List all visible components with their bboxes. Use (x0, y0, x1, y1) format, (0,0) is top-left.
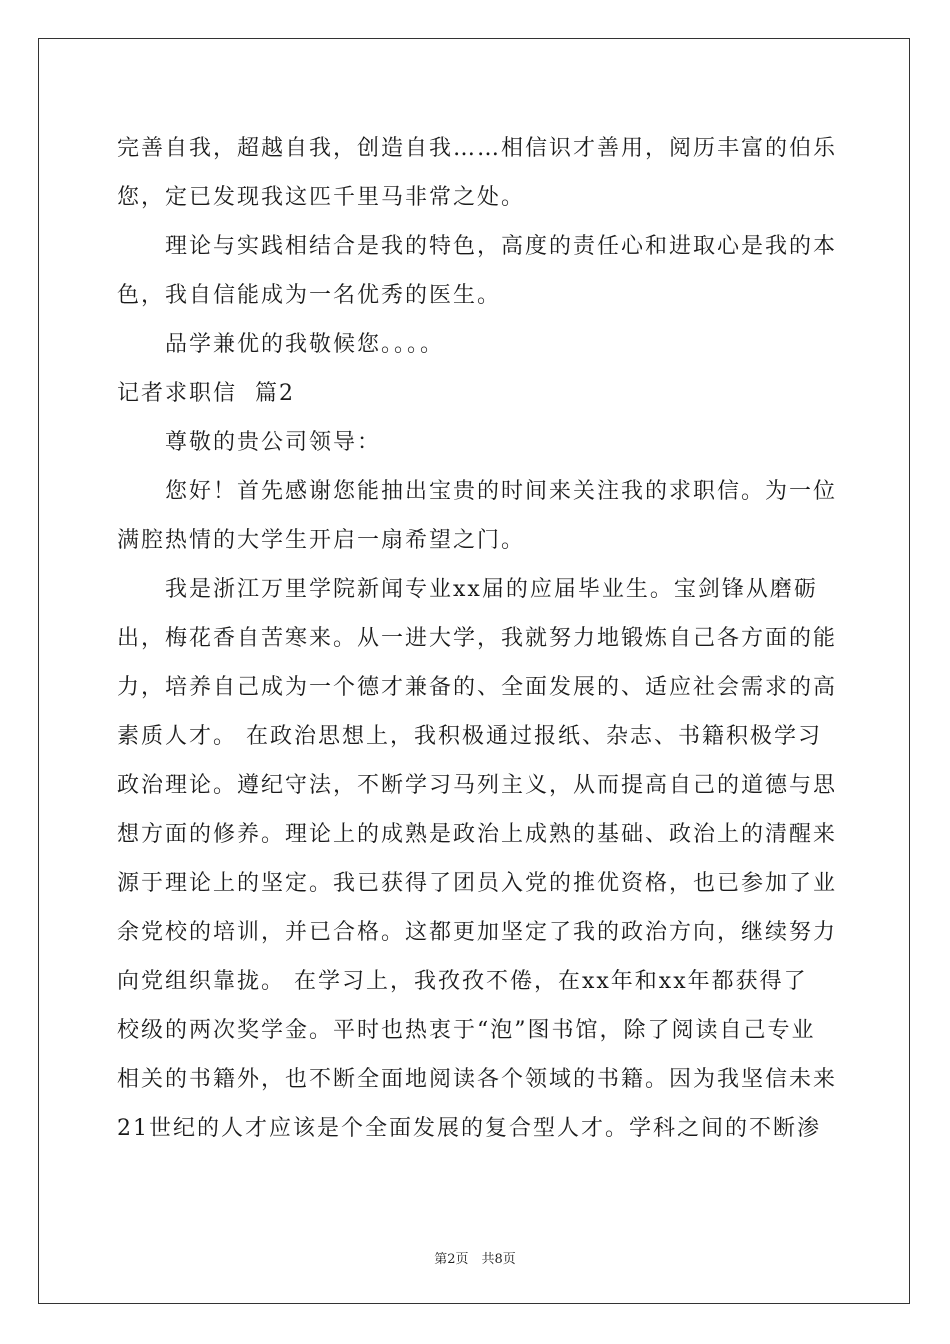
text-line: 源于理论上的坚定。我已获得了团员入党的推优资格，也已参加了业 (117, 871, 838, 896)
text-line: 您，定已发现我这匹千里马非常之处。 (117, 185, 526, 210)
text-line: 政治理论。遵纪守法，不断学习马列主义，从而提高自己的道德与思 (117, 773, 838, 798)
text-line: 21世纪的人才应该是个全面发展的复合型人才。学科之间的不断渗 (117, 1116, 821, 1141)
text-line: 余党校的培训，并已合格。这都更加坚定了我的政治方向，继续努力 (117, 920, 838, 945)
text-line: 素质人才。 在政治思想上，我积极通过报纸、杂志、书籍积极学习 (117, 724, 822, 749)
text-line: 相关的书籍外，也不断全面地阅读各个领域的书籍。因为我坚信未来 (117, 1067, 838, 1092)
text-line: 出，梅花香自苦寒来。从一进大学，我就努力地锻炼自己各方面的能 (117, 626, 838, 651)
paragraph-start-line: 您好！首先感谢您能抽出宝贵的时间来关注我的求职信。为一位 (165, 479, 838, 504)
paragraph-start-line: 我是浙江万里学院新闻专业xx届的应届毕业生。宝剑锋从磨砺 (165, 577, 818, 602)
text-line: 力，培养自己成为一个德才兼备的、全面发展的、适应社会需求的高 (117, 675, 838, 700)
paragraph-start-line: 理论与实践相结合是我的特色，高度的责任心和进取心是我的本 (165, 234, 838, 259)
page-footer (0, 1248, 950, 1267)
text-line: 满腔热情的大学生开启一扇希望之门。 (117, 528, 526, 553)
text-line: 完善自我，超越自我，创造自我……相信识才善用，阅历丰富的伯乐 (117, 136, 838, 161)
paragraph-start-line: 品学兼优的我敬候您。。。。 (165, 332, 445, 357)
text-line: 色，我自信能成为一名优秀的医生。 (117, 283, 502, 308)
text-line: 校级的两次奖学金。平时也热衷于“泡”图书馆，除了阅读自己专业 (117, 1018, 816, 1043)
document-body (117, 124, 838, 1153)
text-line: 向党组织靠拢。 在学习上，我孜孜不倦，在xx年和xx年都获得了 (117, 969, 808, 994)
salutation-line: 尊敬的贵公司领导： (165, 430, 382, 455)
page-indicator: 第2页 共8页 (434, 1252, 516, 1267)
section-heading: 记者求职信 篇2 (117, 381, 295, 406)
text-line: 想方面的修养。理论上的成熟是政治上成熟的基础、政治上的清醒来 (117, 822, 838, 847)
